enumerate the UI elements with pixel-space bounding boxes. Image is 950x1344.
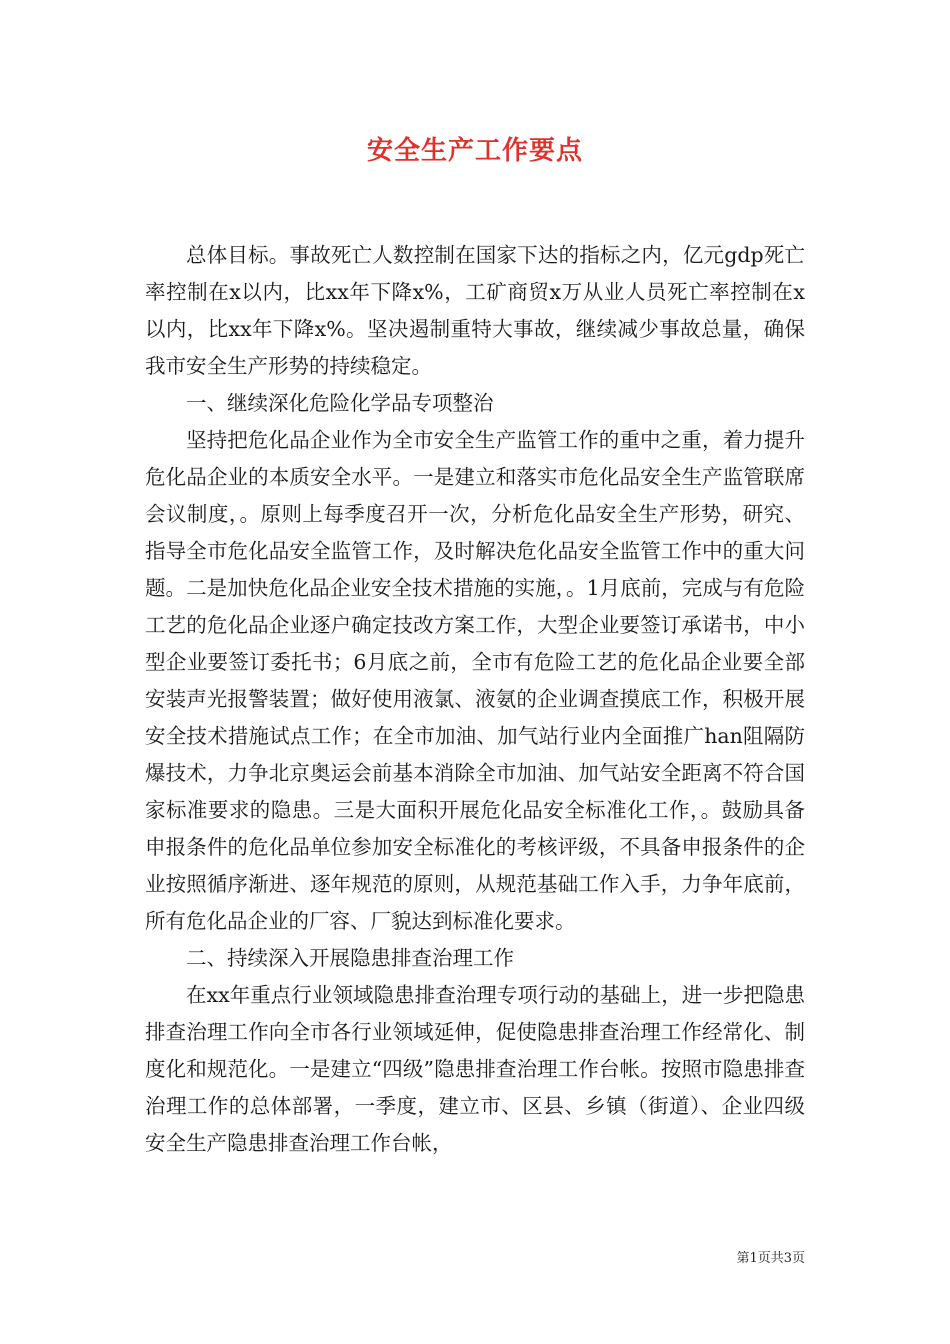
document-title: 安全生产工作要点 bbox=[366, 136, 583, 166]
section-heading-2: 二、持续深入开展隐患排查治理工作 bbox=[186, 946, 514, 970]
paragraph-goal: 总体目标。事故死亡人数控制在国家下达的指标之内，亿元gdp死亡率控制在x以内，比xx年下降x%，工矿商贸x万从业人员死亡率控制在x以内，比xx年下降x%。坚决遏制重特大事故，继续减少事故总量，确保我市安全生产形势的持续稳定。 bbox=[145, 243, 805, 378]
page-number-footer: 第1页共3页 bbox=[736, 1251, 805, 1266]
paragraph-section-1: 坚持把危化品企业作为全市安全生产监管工作的重中之重，着力提升危化品企业的本质安全水平。一是建立和落实市危化品安全生产监管联席会议制度，。原则上每季度召开一次，分析危化品安全生产形势，研究、指导全市危化品安全监管工作，及时解决危化品安全监管工作中的重大问题。二是加快危化品企业安全技术措施的实施，。1月底前，完成与有危险工艺的危化品企业逐户确定技改方案工作，大型企业要签订承诺书，中小型企业要签订委托书；6月底之前，全市有危险工艺的危化品企业要全部安装声光报警装置；做好使用液氯、液氨的企业调查摸底工作，积极开展安全技术措施试点工作；在全市加油、加气站行业内全面推广han阻隔防爆技术，力争北京奥运会前基本消除全市加油、加气站安全距离不符合国家标准要求的隐患。三是大面积开展危化品安全标准化工作，。鼓励具备申报条件的危化品单位参加安全标准化的考核评级，不具备申报条件的企业按照循序渐进、逐年规范的原则，从规范基础工作入手，力争年底前，所有危化品企业的厂容、厂貌达到标准化要求。 bbox=[145, 428, 805, 933]
section-heading-1: 一、继续深化危险化学品专项整治 bbox=[186, 391, 494, 415]
paragraph-section-2: 在xx年重点行业领域隐患排查治理专项行动的基础上，进一步把隐患排查治理工作向全市各行业领域延伸，促使隐患排查治理工作经常化、制度化和规范化。一是建立“四级”隐患排查治理工作台帐。按照市隐患排查治理工作的总体部署，一季度，建立市、区县、乡镇（街道）、企业四级安全生产隐患排查治理工作台帐， bbox=[145, 983, 805, 1155]
document-body bbox=[145, 237, 805, 1162]
